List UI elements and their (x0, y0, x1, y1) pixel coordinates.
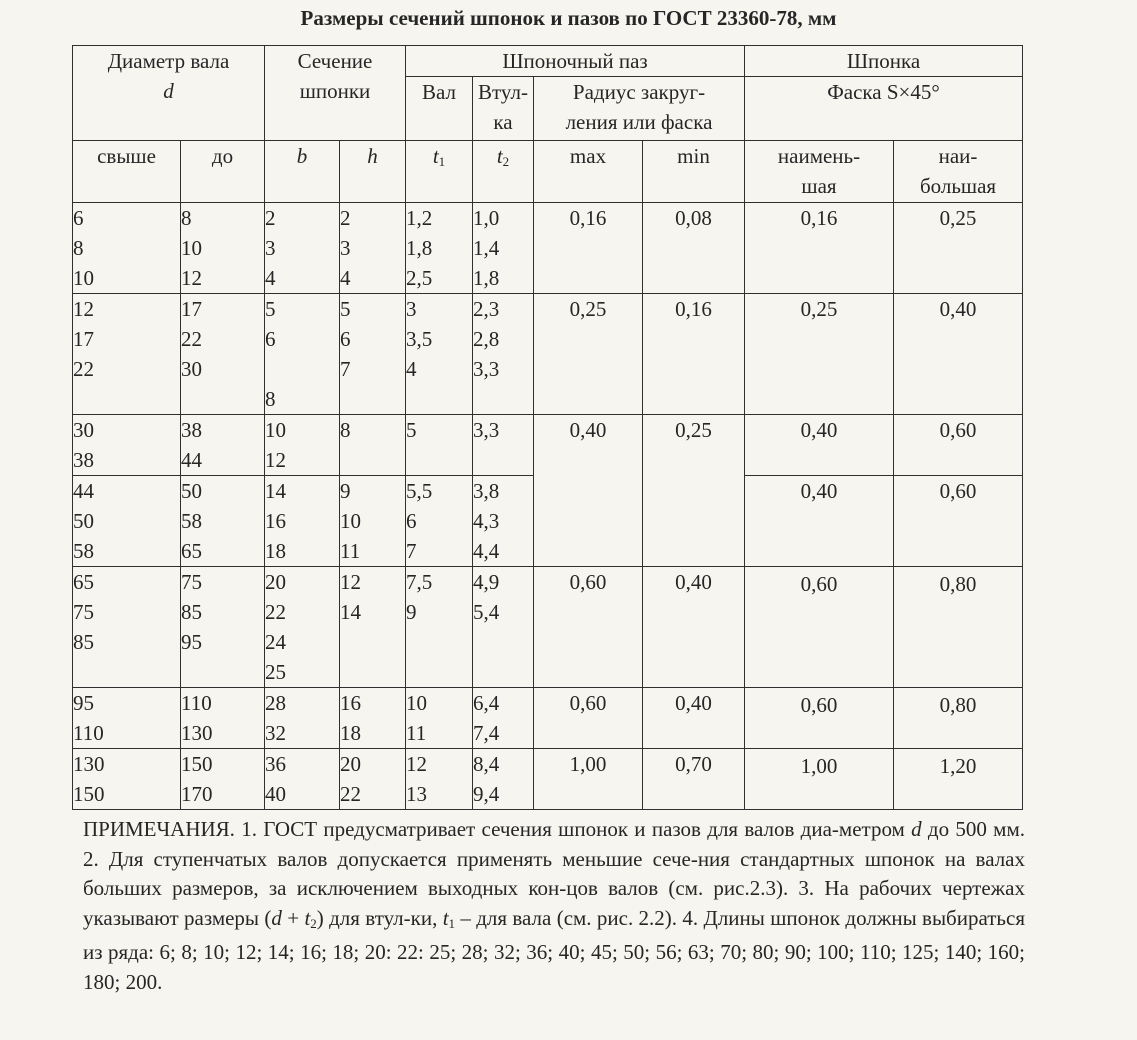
col-h-group-6 (340, 688, 406, 749)
cell-over: 65 (73, 570, 94, 594)
chamfer-greatest-value: 0,25 (894, 203, 1023, 294)
cell-h: 18 (340, 721, 361, 745)
table-body (73, 203, 1023, 810)
cell-t2: 1,0 (473, 206, 500, 230)
cell-h: 20 (340, 752, 361, 776)
cell-b: 6 (265, 327, 276, 351)
cell-h: 11 (340, 539, 361, 563)
col-t2-group-2 (473, 294, 534, 415)
col-t1-group-2 (406, 294, 473, 415)
cell-b: 3 (265, 236, 276, 260)
cell-over: 30 (73, 418, 94, 442)
col-over-group-1 (73, 203, 181, 294)
header-shaft: Вал (406, 77, 473, 141)
col-to-group-3 (181, 415, 265, 476)
col-t2-group-4 (473, 476, 534, 567)
col-t2-group-6 (473, 688, 534, 749)
cell-b: 14 (265, 479, 286, 503)
cell-b: 5 (265, 297, 276, 321)
cell-h: 22 (340, 782, 361, 806)
radius-min-value: 0,25 (643, 415, 745, 567)
cell-to: 22 (181, 327, 202, 351)
col-h-group-4 (340, 476, 406, 567)
cell-t2: 4,4 (473, 539, 500, 563)
header-min: min (643, 141, 745, 203)
chamfer-least-value: 1,00 (745, 749, 894, 810)
cell-h: 7 (340, 357, 351, 381)
cell-to: 150 (181, 752, 213, 776)
radius-max-value: 0,16 (534, 203, 643, 294)
cell-t2: 2,8 (473, 327, 500, 351)
cell-over: 150 (73, 782, 105, 806)
cell-b: 28 (265, 691, 286, 715)
col-over-group-7 (73, 749, 181, 810)
cell-t2: 4,9 (473, 570, 500, 594)
col-h-group-2 (340, 294, 406, 415)
header-hub: Втул- ка (473, 77, 534, 141)
col-t1-group-5 (406, 567, 473, 688)
header-h: h (340, 141, 406, 203)
cell-t1 (406, 627, 472, 657)
col-over-group-3 (73, 415, 181, 476)
notes: ПРИМЕЧАНИЯ. 1. ГОСТ предусматривает сечения шпонок и пазов для валов диа-метром d до 500 мм. 2. Для ступенчатых валов допускается применять меньшие сече-ния стандартных шпонок на валах больших размеров, за исключением выходных кон-цов валов (см. рис.2.3). 3. На рабочих чертежах указывают размеры $(d + t_2)$ для втул-ки, $t_1$ – для вала (см. рис. 2.2). 4. Длины шпонок должны выбираться из ряда: 6; 8; 10; 12; 14; 16; 18; 20: 22: 25; 28; 32; 36; 40; 45; 50; 56; 63; 70; 80; 90; 100; 110; 125; 140; 160; 180; 200. (83, 817, 1025, 994)
chamfer-least-value: 0,40 (745, 476, 894, 567)
table-row (73, 415, 1023, 476)
cell-to: 75 (181, 570, 202, 594)
cell-b: 12 (265, 448, 286, 472)
cell-over: 12 (73, 297, 94, 321)
chamfer-least-value: 0,60 (745, 567, 894, 688)
cell-t1: 7,5 (406, 570, 433, 594)
cell-t2: 8,4 (473, 752, 500, 776)
chamfer-greatest-value: 0,80 (894, 688, 1023, 749)
col-b-group-5 (265, 567, 340, 688)
cell-b: 4 (265, 266, 276, 290)
col-b-group-1 (265, 203, 340, 294)
cell-t2: 4,3 (473, 509, 500, 533)
cell-over: 44 (73, 479, 94, 503)
cell-t2 (473, 384, 533, 414)
cell-over: 75 (73, 600, 94, 624)
cell-to: 85 (181, 600, 202, 624)
col-to-group-6 (181, 688, 265, 749)
cell-b: 40 (265, 782, 286, 806)
header-t1: $t_1$ (406, 141, 473, 203)
header-key: Шпонка (745, 46, 1023, 77)
cell-t2: 3,3 (473, 418, 500, 442)
radius-max-value: 0,60 (534, 688, 643, 749)
page-title: Размеры сечений шпонок и пазов по ГОСТ 23360-78, мм (300, 6, 837, 30)
cell-h: 8 (340, 418, 351, 442)
cell-t1: 5,5 (406, 479, 433, 503)
chamfer-greatest-value: 0,80 (894, 567, 1023, 688)
table-row (73, 688, 1023, 749)
cell-b: 25 (265, 660, 286, 684)
cell-over: 85 (73, 630, 94, 654)
cell-t1: 9 (406, 600, 417, 624)
cell-t2: 3,3 (473, 357, 500, 381)
col-to-group-1 (181, 203, 265, 294)
cell-t2 (473, 445, 533, 475)
chamfer-greatest-value: 0,40 (894, 294, 1023, 415)
header-greatest: наи- большая (894, 141, 1023, 203)
cell-h (340, 384, 405, 414)
col-to-group-2 (181, 294, 265, 415)
table-row (73, 203, 1023, 294)
cell-to: 95 (181, 630, 202, 654)
col-b-group-6 (265, 688, 340, 749)
col-t1-group-7 (406, 749, 473, 810)
cell-h: 12 (340, 570, 361, 594)
cell-t1: 6 (406, 509, 417, 533)
col-b-group-3 (265, 415, 340, 476)
header-key-slot: Шпоночный паз (406, 46, 745, 77)
cell-h: 3 (340, 236, 351, 260)
cell-t1 (406, 445, 472, 475)
col-h-group-3 (340, 415, 406, 476)
radius-max-value: 1,00 (534, 749, 643, 810)
header-b: b (265, 141, 340, 203)
cell-to: 12 (181, 266, 202, 290)
radius-max-value: 0,25 (534, 294, 643, 415)
col-b-group-2 (265, 294, 340, 415)
cell-over (73, 384, 180, 414)
radius-max-value: 0,60 (534, 567, 643, 688)
cell-b: 24 (265, 630, 286, 654)
cell-t1: 1,8 (406, 236, 433, 260)
header-least: наимень- шая (745, 141, 894, 203)
col-h-group-1 (340, 203, 406, 294)
col-t1-group-3 (406, 415, 473, 476)
cell-t2: 7,4 (473, 721, 500, 745)
cell-b: 22 (265, 600, 286, 624)
col-to-group-5 (181, 567, 265, 688)
cell-over: 10 (73, 266, 94, 290)
cell-t2: 2,3 (473, 297, 500, 321)
col-b-group-7 (265, 749, 340, 810)
chamfer-least-value: 0,25 (745, 294, 894, 415)
cell-t1 (406, 384, 472, 414)
chamfer-least-value: 0,16 (745, 203, 894, 294)
cell-h (340, 627, 405, 657)
cell-to: 30 (181, 357, 202, 381)
cell-t2: 1,8 (473, 266, 500, 290)
col-t2-group-7 (473, 749, 534, 810)
table-row (73, 567, 1023, 688)
cell-over: 22 (73, 357, 94, 381)
cell-h: 14 (340, 600, 361, 624)
col-over-group-6 (73, 688, 181, 749)
cell-h: 16 (340, 691, 361, 715)
cell-b: 8 (265, 387, 276, 411)
cell-t1: 2,5 (406, 266, 433, 290)
table-row (73, 749, 1023, 810)
cell-t1: 3,5 (406, 327, 433, 351)
cell-over: 38 (73, 448, 94, 472)
radius-min-value: 0,16 (643, 294, 745, 415)
col-t2-group-5 (473, 567, 534, 688)
cell-to: 170 (181, 782, 213, 806)
cell-h: 5 (340, 297, 351, 321)
col-to-group-7 (181, 749, 265, 810)
col-over-group-4 (73, 476, 181, 567)
cell-over: 58 (73, 539, 94, 563)
cell-over: 130 (73, 752, 105, 776)
radius-min-value: 0,08 (643, 203, 745, 294)
cell-t1: 11 (406, 721, 427, 745)
cell-over: 110 (73, 721, 104, 745)
col-h-group-7 (340, 749, 406, 810)
header-radius: Радиус закруг- ления или фаска (534, 77, 745, 141)
col-t1-group-1 (406, 203, 473, 294)
cell-b (265, 354, 339, 384)
chamfer-least-value: 0,40 (745, 415, 894, 476)
cell-b: 32 (265, 721, 286, 745)
cell-to: 10 (181, 236, 202, 260)
cell-b: 2 (265, 206, 276, 230)
cell-b: 10 (265, 418, 286, 442)
cell-t2: 9,4 (473, 782, 500, 806)
cell-h: 4 (340, 266, 351, 290)
cell-to: 8 (181, 206, 192, 230)
cell-t2: 6,4 (473, 691, 500, 715)
cell-to (181, 657, 264, 687)
cell-over (73, 657, 180, 687)
cell-over: 6 (73, 206, 84, 230)
cell-t1: 10 (406, 691, 427, 715)
chamfer-greatest-value: 1,20 (894, 749, 1023, 810)
cell-to: 130 (181, 721, 213, 745)
chamfer-greatest-value: 0,60 (894, 415, 1023, 476)
header-chamfer: Фаска S×45° (745, 77, 1023, 141)
col-t1-group-6 (406, 688, 473, 749)
cell-b: 16 (265, 509, 286, 533)
cell-to (181, 384, 264, 414)
cell-to: 65 (181, 539, 202, 563)
cell-t1: 3 (406, 297, 417, 321)
col-t1-group-4 (406, 476, 473, 567)
cell-to: 58 (181, 509, 202, 533)
cell-h: 9 (340, 479, 351, 503)
cell-over: 95 (73, 691, 94, 715)
radius-min-value: 0,40 (643, 567, 745, 688)
col-t2-group-1 (473, 203, 534, 294)
cell-h (340, 657, 405, 687)
cell-t1: 4 (406, 357, 417, 381)
col-over-group-2 (73, 294, 181, 415)
cell-t2: 1,4 (473, 236, 500, 260)
col-to-group-4 (181, 476, 265, 567)
key-dimensions-table (72, 45, 1023, 810)
header-key-section: Сечение шпонки (265, 46, 406, 141)
chamfer-least-value: 0,60 (745, 688, 894, 749)
table-row (73, 294, 1023, 415)
cell-t1: 13 (406, 782, 427, 806)
cell-b: 36 (265, 752, 286, 776)
cell-to: 50 (181, 479, 202, 503)
header-shaft-diameter: Диаметр вала d (73, 46, 265, 141)
radius-min-value: 0,70 (643, 749, 745, 810)
col-h-group-5 (340, 567, 406, 688)
radius-max-value: 0,40 (534, 415, 643, 567)
header-max: max (534, 141, 643, 203)
cell-to: 44 (181, 448, 202, 472)
col-t2-group-3 (473, 415, 534, 476)
cell-over: 8 (73, 236, 84, 260)
col-over-group-5 (73, 567, 181, 688)
cell-h: 6 (340, 327, 351, 351)
radius-min-value: 0,40 (643, 688, 745, 749)
cell-over: 17 (73, 327, 94, 351)
cell-h: 10 (340, 509, 361, 533)
header-t2: $t_2$ (473, 141, 534, 203)
cell-over: 50 (73, 509, 94, 533)
cell-t1: 5 (406, 418, 417, 442)
col-b-group-4 (265, 476, 340, 567)
cell-to: 110 (181, 691, 212, 715)
cell-t1: 7 (406, 539, 417, 563)
cell-b: 20 (265, 570, 286, 594)
cell-to: 38 (181, 418, 202, 442)
cell-t2: 5,4 (473, 600, 500, 624)
header-to: до (181, 141, 265, 203)
cell-t1: 12 (406, 752, 427, 776)
cell-t2: 3,8 (473, 479, 500, 503)
cell-h (340, 445, 405, 475)
header-over: свыше (73, 141, 181, 203)
cell-t1: 1,2 (406, 206, 433, 230)
cell-t1 (406, 657, 472, 687)
cell-t2 (473, 627, 533, 657)
cell-h: 2 (340, 206, 351, 230)
cell-t2 (473, 657, 533, 687)
cell-b: 18 (265, 539, 286, 563)
chamfer-greatest-value: 0,60 (894, 476, 1023, 567)
cell-to: 17 (181, 297, 202, 321)
